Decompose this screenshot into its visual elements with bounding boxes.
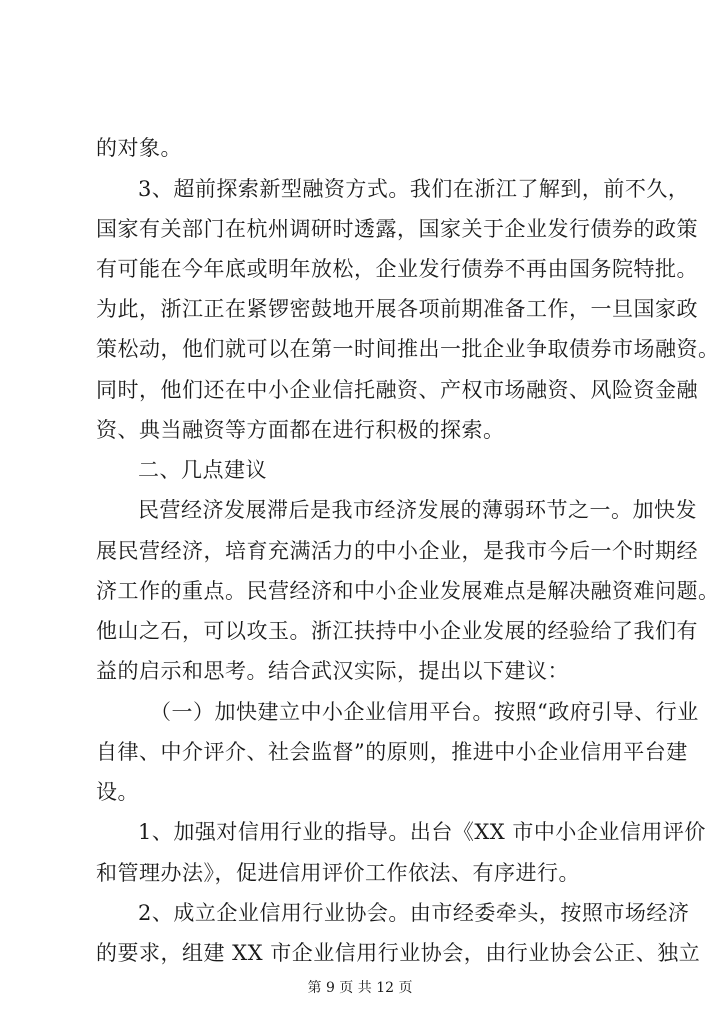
text-line: 国家有关部门在杭州调研时透露，国家关于企业发行债券的政策: [96, 217, 698, 241]
text-line: 的要求，组建 XX 市企业信用行业协会，由行业协会公正、独立: [96, 941, 701, 965]
text-line: 3、超前探索新型融资方式。我们在浙江了解到，前不久，: [138, 177, 690, 201]
text-line: 1、加强对信用行业的指导。出台《XX 市中小企业信用评价: [138, 820, 706, 844]
section-heading: 二、几点建议: [138, 458, 267, 482]
text-line: 策松动，他们就可以在第一时间推出一批企业争取债券市场融资。: [96, 337, 720, 361]
text-line: 同时，他们还在中小企业信托融资、产权市场融资、风险资金融: [96, 378, 698, 402]
text-line: 有可能在今年底或明年放松，企业发行债券不再由国务院特批。: [96, 257, 698, 281]
page-number: 第 9 页 共 12 页: [307, 980, 413, 996]
text-line: 资、典当融资等方面都在进行积极的探索。: [96, 418, 505, 442]
text-line: 为此，浙江正在紧锣密鼓地开展各项前期准备工作，一旦国家政: [96, 297, 698, 321]
text-line: 益的启示和思考。结合武汉实际，提出以下建议：: [96, 659, 569, 683]
text-line: 民营经济发展滞后是我市经济发展的薄弱环节之一。加快发: [138, 498, 697, 522]
text-line: 自律、中介评介、社会监督”的原则，推进中小企业信用平台建: [96, 740, 688, 764]
text-line: 展民营经济，培育充满活力的中小企业，是我市今后一个时期经: [96, 539, 698, 563]
text-line: 的对象。: [96, 136, 182, 160]
text-line: 设。: [96, 780, 139, 804]
text-line: 他山之石，可以攻玉。浙江扶持中小企业发展的经验给了我们有: [96, 619, 698, 643]
text-line: 和管理办法》，促进信用评价工作依法、有序进行。: [96, 861, 580, 885]
subsection-heading: （一）加快建立中小企业信用平台。按照“政府引导、行业: [150, 700, 699, 724]
text-line: 济工作的重点。民营经济和中小企业发展难点是解决融资难问题。: [96, 579, 720, 603]
text-line: 2、成立企业信用行业协会。由市经委牵头，按照市场经济: [138, 901, 690, 925]
